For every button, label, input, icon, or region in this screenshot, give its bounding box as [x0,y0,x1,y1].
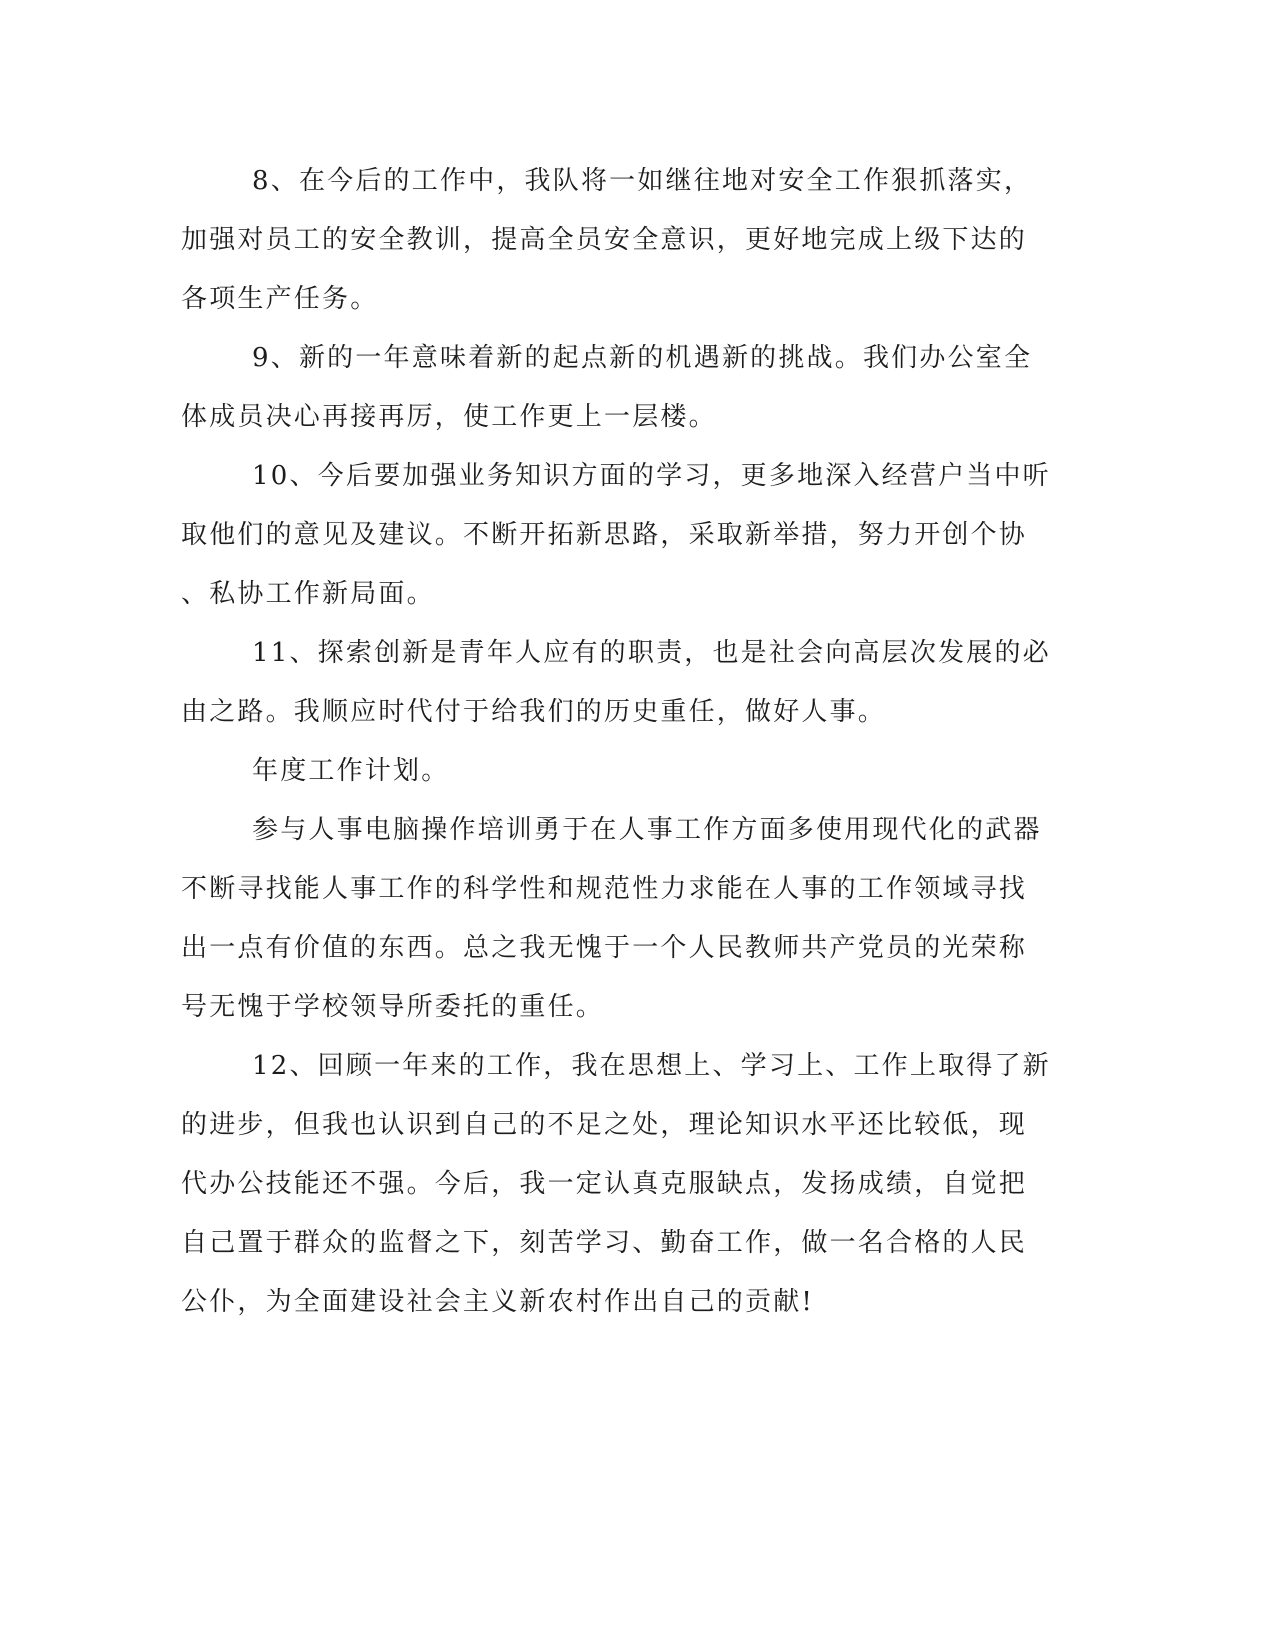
text-line: 代办公技能还不强。今后，我一定认真克服缺点，发扬成绩，自觉把 [181,1169,1028,1199]
text-line: 自己置于群众的监督之下，刻苦学习、勤奋工作，做一名合格的人民 [181,1228,1028,1258]
text-line: 体成员决心再接再厉，使工作更上一层楼。 [181,402,717,432]
text-line: 、私协工作新局面。 [181,579,435,609]
text-line: 各项生产任务。 [181,284,379,314]
text-line: 不断寻找能人事工作的科学性和规范性力求能在人事的工作领域寻找 [181,874,1028,904]
paragraph-training [181,801,1042,1037]
text-line: 8、在今后的工作中，我队将一如继往地对安全工作狠抓落实， [252,166,1033,196]
text-line: 公仆，为全面建设社会主义新农村作出自己的贡献! [181,1287,815,1317]
text-line: 号无愧于学校领导所委托的重任。 [181,992,605,1022]
text-line: 的进步，但我也认识到自己的不足之处，理论知识水平还比较低，现 [181,1110,1028,1140]
document-body [181,152,1051,1332]
text-line: 由之路。我顺应时代付于给我们的历史重任，做好人事。 [181,697,887,727]
text-line: 取他们的意见及建议。不断开拓新思路，采取新举措，努力开创个协 [181,520,1028,550]
text-line: 11、探索创新是青年人应有的职责，也是社会向高层次发展的必 [252,638,1051,668]
paragraph-10 [181,447,1051,624]
text-line: 加强对员工的安全教训，提高全员安全意识，更好地完成上级下达的 [181,225,1028,255]
text-line: 9、新的一年意味着新的起点新的机遇新的挑战。我们办公室全 [252,343,1033,373]
text-line: 参与人事电脑操作培训勇于在人事工作方面多使用现代化的武器 [252,815,1042,845]
text-line: 年度工作计划。 [252,756,450,786]
text-line: 12、回顾一年来的工作，我在思想上、学习上、工作上取得了新 [252,1051,1051,1081]
text-line: 10、今后要加强业务知识方面的学习，更多地深入经营户当中听 [252,461,1051,491]
paragraph-11 [181,624,1051,742]
paragraph-annual-plan-heading [181,742,1036,801]
paragraph-8 [181,152,1036,329]
paragraph-9 [181,329,1036,447]
paragraph-12 [181,1037,1051,1332]
text-line: 出一点有价值的东西。总之我无愧于一个人民教师共产党员的光荣称 [181,933,1028,963]
